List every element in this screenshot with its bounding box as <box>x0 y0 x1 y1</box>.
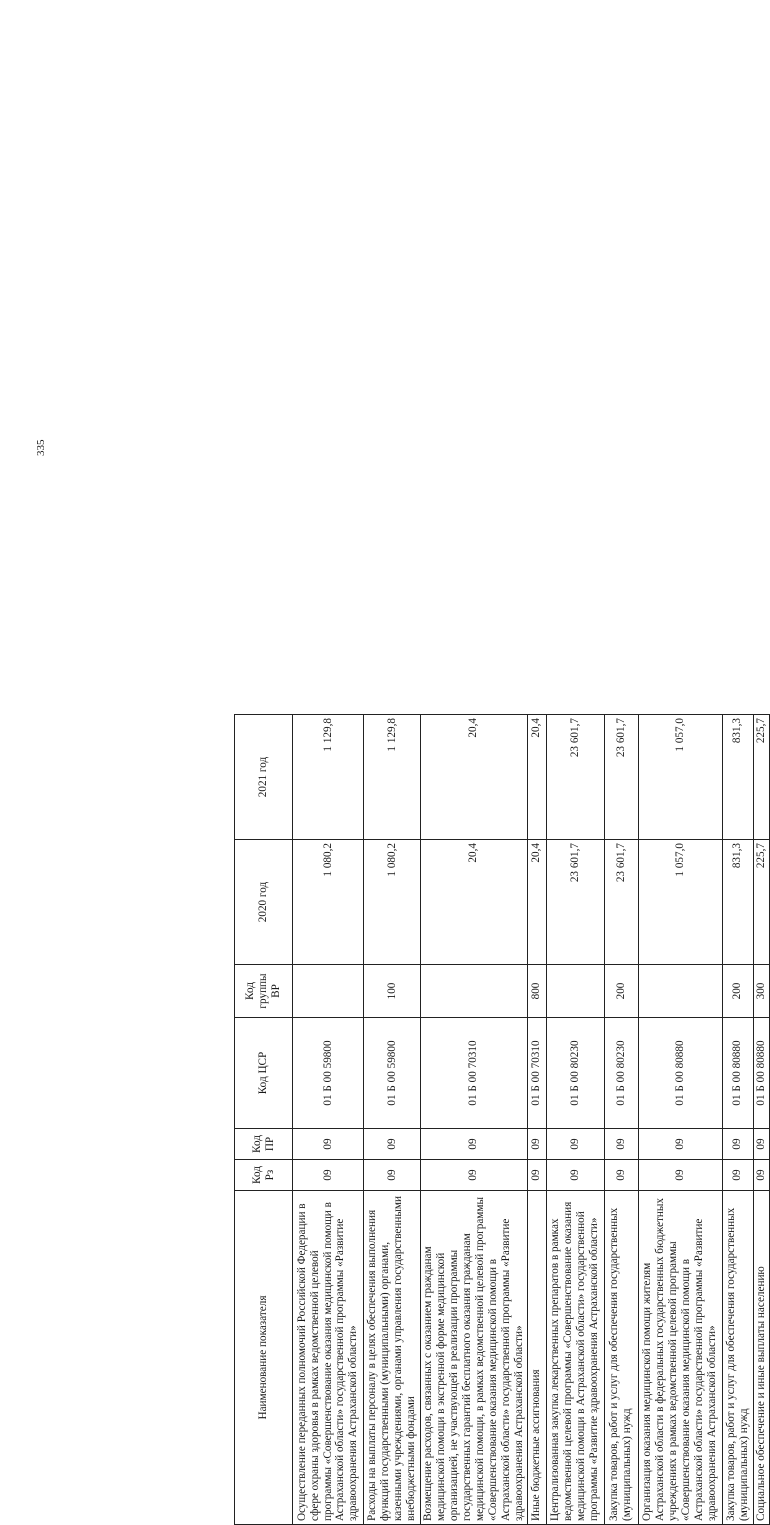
cell-rz: 09 <box>753 1160 769 1191</box>
cell-rz: 09 <box>527 1160 546 1191</box>
cell-2020: 1 080,2 <box>293 840 364 965</box>
cell-2021: 23 601,7 <box>604 715 638 840</box>
cell-2020: 23 601,7 <box>546 840 604 965</box>
header-row <box>235 715 293 1525</box>
cell-vr <box>546 965 604 1018</box>
cell-pr: 09 <box>546 1129 604 1160</box>
cell-pr: 09 <box>293 1129 364 1160</box>
cell-pr: 09 <box>638 1129 722 1160</box>
cell-pr: 09 <box>722 1129 753 1160</box>
cell-2021: 1 129,8 <box>364 715 421 840</box>
cell-name: Расходы на выплаты персоналу в целях обеспечения выполнения функций государственными (муниципальными) органами, казенными учреждениями, органами управления государственными внебюджетными фондами <box>364 1191 421 1525</box>
cell-csr: 01 Б 00 80230 <box>604 1018 638 1129</box>
cell-name: Возмещение расходов, связанных с оказанием гражданам медицинской помощи в экстренной форме медицинской организацией, не участвующей в реализации программы государственных гарантий бесплатного оказания гражданам медицинской помощи, в рамках ведомственной целевой программы «Совершенствование оказания медицинской помощи в Астраханской области» государственной программы «Развитие здравоохранения Астраханской области» <box>421 1191 528 1525</box>
header-pr: Код ПР <box>235 1129 293 1160</box>
cell-vr: 200 <box>722 965 753 1018</box>
cell-vr <box>293 965 364 1018</box>
cell-pr: 09 <box>753 1129 769 1160</box>
cell-2020: 20,4 <box>421 840 528 965</box>
table-row <box>421 715 528 1525</box>
cell-vr <box>421 965 528 1018</box>
cell-csr: 01 Б 00 80880 <box>638 1018 722 1129</box>
cell-csr: 01 Б 00 59800 <box>364 1018 421 1129</box>
cell-2021: 1 129,8 <box>293 715 364 840</box>
header-2021: 2021 год <box>235 715 293 840</box>
table-row <box>753 715 769 1525</box>
page-number: 335 <box>35 439 47 456</box>
table-row <box>604 715 638 1525</box>
cell-2020: 23 601,7 <box>604 840 638 965</box>
cell-2020: 225,7 <box>753 840 769 965</box>
cell-2021: 1 057,0 <box>638 715 722 840</box>
cell-rz: 09 <box>722 1160 753 1191</box>
cell-2020: 1 080,2 <box>364 840 421 965</box>
cell-vr: 200 <box>604 965 638 1018</box>
cell-2021: 23 601,7 <box>546 715 604 840</box>
cell-2021: 20,4 <box>527 715 546 840</box>
cell-2020: 1 057,0 <box>638 840 722 965</box>
cell-pr: 09 <box>604 1129 638 1160</box>
header-vr: Код группы ВР <box>235 965 293 1018</box>
table-row <box>527 715 546 1525</box>
cell-2021: 831,3 <box>722 715 753 840</box>
cell-pr: 09 <box>527 1129 546 1160</box>
cell-2021: 20,4 <box>421 715 528 840</box>
budget-table <box>234 714 770 1525</box>
header-csr: Код ЦСР <box>235 1018 293 1129</box>
cell-rz: 09 <box>293 1160 364 1191</box>
cell-rz: 09 <box>364 1160 421 1191</box>
table-row <box>638 715 722 1525</box>
table-row <box>546 715 604 1525</box>
rotated-page <box>234 715 767 1525</box>
cell-name: Закупка товаров, работ и услуг для обеспечения государственных (муниципальных) нужд <box>604 1191 638 1525</box>
table-row <box>722 715 753 1525</box>
cell-vr: 300 <box>753 965 769 1018</box>
cell-csr: 01 Б 00 80880 <box>722 1018 753 1129</box>
table-row <box>364 715 421 1525</box>
cell-pr: 09 <box>421 1129 528 1160</box>
cell-csr: 01 Б 00 70310 <box>527 1018 546 1129</box>
header-2020: 2020 год <box>235 840 293 965</box>
cell-vr: 800 <box>527 965 546 1018</box>
cell-rz: 09 <box>638 1160 722 1191</box>
cell-csr: 01 Б 00 80880 <box>753 1018 769 1129</box>
cell-csr: 01 Б 00 59800 <box>293 1018 364 1129</box>
cell-csr: 01 Б 00 80230 <box>546 1018 604 1129</box>
cell-rz: 09 <box>546 1160 604 1191</box>
cell-name: Организация оказания медицинской помощи жителям Астраханской области в федеральных государственных бюджетных учреждениях в рамках ведомственной целевой программы «Совершенствование оказания медицинской помощи в Астраханской области» государственной программы «Развитие здравоохранения Астраханской области» <box>638 1191 722 1525</box>
header-rz: Код Рз <box>235 1160 293 1191</box>
header-name: Наименование показателя <box>235 1191 293 1525</box>
cell-2020: 831,3 <box>722 840 753 965</box>
cell-pr: 09 <box>364 1129 421 1160</box>
cell-vr <box>638 965 722 1018</box>
cell-vr: 100 <box>364 965 421 1018</box>
cell-rz: 09 <box>421 1160 528 1191</box>
cell-name: Закупка товаров, работ и услуг для обеспечения государственных (муниципальных) нужд <box>722 1191 753 1525</box>
cell-csr: 01 Б 00 70310 <box>421 1018 528 1129</box>
cell-name: Иные бюджетные ассигнования <box>527 1191 546 1525</box>
table-row <box>293 715 364 1525</box>
cell-name: Социальное обеспечение и иные выплаты населению <box>753 1191 769 1525</box>
cell-2021: 225,7 <box>753 715 769 840</box>
cell-2020: 20,4 <box>527 840 546 965</box>
cell-name: Осуществление переданных полномочий Российской Федерации в сфере охраны здоровья в рамках ведомственной целевой программы «Совершенствование оказания медицинской помощи в Астраханской области» государственной программы «Развитие здравоохранения Астраханской области» <box>293 1191 364 1525</box>
cell-name: Централизованная закупка лекарственных препаратов в рамках ведомственной целевой программы «Совершенствование оказания медицинской помощи в Астраханской области» государственной программы «Развитие здравоохранения Астраханской области» <box>546 1191 604 1525</box>
cell-rz: 09 <box>604 1160 638 1191</box>
